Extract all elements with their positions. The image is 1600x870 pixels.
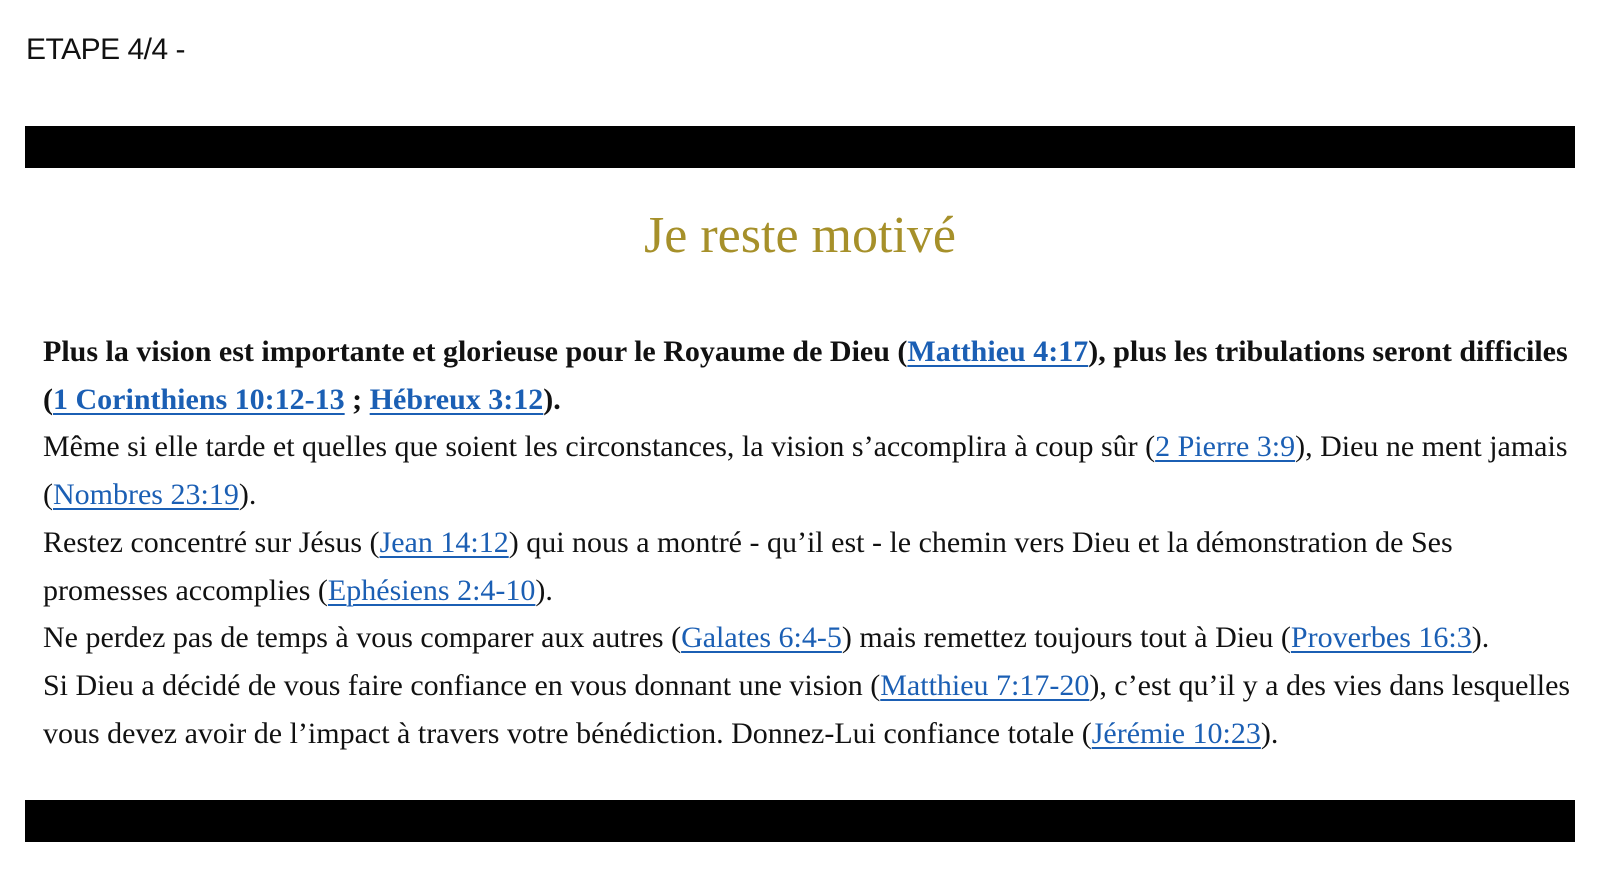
paragraph-text: ).: [1471, 621, 1490, 655]
paragraph-text: Si Dieu a décidé de vous faire confiance en vous donnant une vision (: [43, 668, 881, 702]
paragraph-text: ), Dieu ne ment jamais (: [43, 430, 1568, 512]
paragraph: [43, 328, 1573, 423]
paragraph-text: ).: [543, 382, 561, 416]
paragraph-text: Ne perdez pas de temps à vous comparer aux autres (: [43, 621, 682, 655]
scripture-reference-link[interactable]: Matthieu 4:17: [907, 335, 1089, 368]
scripture-reference-link[interactable]: Matthieu 7:17-20: [880, 668, 1090, 702]
paragraph: [43, 423, 1573, 518]
scripture-reference-link[interactable]: Galates 6:4-5: [681, 621, 842, 655]
paragraph-text: ).: [535, 573, 553, 607]
paragraph: [43, 519, 1573, 614]
paragraph-text: ).: [1260, 716, 1279, 750]
paragraph-text: ), plus les tribulations seront difficiles (: [43, 335, 1568, 416]
top-divider-bar: [25, 126, 1575, 168]
scripture-reference-link[interactable]: Proverbes 16:3: [1290, 621, 1472, 655]
paragraph-text: Même si elle tarde et quelles que soient les circonstances, la vision s’accomplira à coup sûr (: [43, 430, 1156, 464]
paragraph-text: Plus la vision est importante et glorieuse pour le Royaume de Dieu (: [43, 335, 908, 368]
paragraph-text: ) qui nous a montré - qu’il est - le chemin vers Dieu et la démonstration de Ses promesses accomplies (: [43, 525, 1453, 607]
scripture-reference-link[interactable]: Jean 14:12: [379, 525, 509, 559]
paragraph: [43, 662, 1573, 757]
paragraph-text: Restez concentré sur Jésus (: [43, 525, 380, 559]
scripture-reference-link[interactable]: Nombres 23:19: [53, 478, 239, 512]
paragraph-text: ), c’est qu’il y a des vies dans lesquelles vous devez avoir de l’impact à travers votre bénédiction. Donnez-Lui confiance totale (: [43, 668, 1571, 750]
scripture-reference-link[interactable]: Ephésiens 2:4-10: [327, 573, 536, 607]
step-label: ETAPE 4/4 -: [26, 33, 186, 66]
body-text: [43, 328, 1573, 757]
paragraph-text: ;: [344, 382, 370, 416]
bottom-divider-bar: [25, 800, 1575, 842]
scripture-reference-link[interactable]: Hébreux 3:12: [369, 382, 544, 416]
paragraph-text: ) mais remettez toujours tout à Dieu (: [841, 621, 1291, 655]
scripture-reference-link[interactable]: 1 Corinthiens 10:12-13: [53, 382, 345, 416]
paragraph: [43, 614, 1573, 662]
page-title: Je reste motivé: [644, 207, 956, 264]
scripture-reference-link[interactable]: Jérémie 10:23: [1091, 716, 1261, 750]
paragraph-text: ).: [238, 478, 257, 512]
scripture-reference-link[interactable]: 2 Pierre 3:9: [1155, 430, 1296, 464]
